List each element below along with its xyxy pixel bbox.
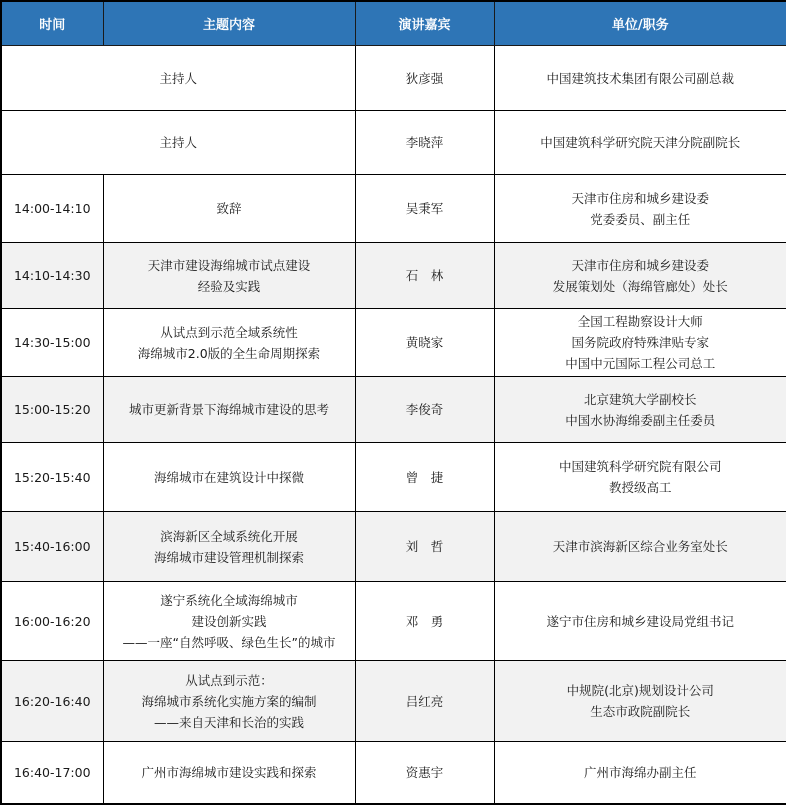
org-line: 中规院(北京)规划设计公司 (566, 683, 714, 699)
header-row (1, 1, 786, 46)
table-row (1, 661, 786, 742)
speaker-cell: 李晓萍 (355, 111, 494, 175)
speaker-cell: 邓 勇 (355, 582, 494, 661)
org-cell (494, 661, 786, 742)
topic-cell (1, 46, 355, 111)
org-cell (494, 377, 786, 443)
org-cell (494, 443, 786, 512)
time-cell: 15:40-16:00 (1, 512, 103, 582)
topic-cell (103, 443, 355, 512)
topic-line: 城市更新背景下海绵城市建设的思考 (128, 402, 329, 418)
org-cell (494, 512, 786, 582)
org-line: 中国建筑科学研究院有限公司 (558, 459, 722, 475)
org-cell (494, 309, 786, 377)
topic-cell (1, 111, 355, 175)
org-line: 国务院政府特殊津贴专家 (571, 335, 709, 351)
topic-cell (103, 661, 355, 742)
org-line: 天津市滨海新区综合业务室处长 (552, 539, 728, 555)
speaker-cell: 吕红亮 (355, 661, 494, 742)
time-cell: 14:10-14:30 (1, 243, 103, 309)
topic-line: 从试点到示范： (185, 672, 273, 688)
table-row (1, 243, 786, 309)
topic-line: 建设创新实践 (191, 613, 267, 629)
header-time: 时间 (1, 1, 103, 46)
org-line: 生态市政院副院长 (590, 704, 691, 720)
topic-line: 主持人 (159, 70, 197, 86)
header-org: 单位/职务 (494, 1, 786, 46)
table-row (1, 309, 786, 377)
speaker-cell: 狄彦强 (355, 46, 494, 111)
time-cell: 16:20-16:40 (1, 661, 103, 742)
table-body (1, 46, 786, 805)
table-row (1, 377, 786, 443)
topic-cell (103, 512, 355, 582)
org-cell (494, 243, 786, 309)
table-row (1, 582, 786, 661)
org-line: 发展策划处（海绵管廊处）处长 (552, 278, 728, 294)
speaker-cell: 石 林 (355, 243, 494, 309)
org-line: 天津市住房和城乡建设委 (571, 190, 709, 206)
table-row (1, 512, 786, 582)
topic-cell (103, 582, 355, 661)
topic-line: 主持人 (159, 135, 197, 151)
org-line: 党委委员、副主任 (590, 211, 691, 227)
speaker-cell: 李俊奇 (355, 377, 494, 443)
speaker-cell: 资惠宇 (355, 742, 494, 804)
topic-line: 遂宁系统化全域海绵城市 (160, 592, 298, 608)
topic-cell (103, 309, 355, 377)
topic-line: 海绵城市建设管理机制探索 (153, 549, 304, 565)
topic-line: 天津市建设海绵城市试点建设 (147, 257, 311, 273)
table-row (1, 46, 786, 111)
time-cell: 15:00-15:20 (1, 377, 103, 443)
org-cell (494, 46, 786, 111)
topic-line: 海绵城市系统化实施方案的编制 (141, 693, 317, 709)
topic-line: ——一座“自然呼吸、绿色生长”的城市 (122, 634, 336, 650)
header-speaker: 演讲嘉宾 (355, 1, 494, 46)
table-row (1, 742, 786, 804)
time-cell: 16:00-16:20 (1, 582, 103, 661)
org-line: 遂宁市住房和城乡建设局党组书记 (546, 613, 734, 629)
time-cell: 14:00-14:10 (1, 175, 103, 243)
time-cell: 16:40-17:00 (1, 742, 103, 804)
org-line: 全国工程勘察设计大师 (577, 314, 703, 330)
speaker-cell: 吴秉军 (355, 175, 494, 243)
topic-line: 海绵城市2.0版的全生命周期探索 (137, 345, 321, 361)
topic-line: 海绵城市在建筑设计中探微 (153, 469, 304, 485)
org-cell (494, 582, 786, 661)
table-row (1, 175, 786, 243)
topic-cell (103, 742, 355, 804)
org-line: 北京建筑大学副校长 (583, 391, 697, 407)
org-cell (494, 742, 786, 804)
org-line: 中国水协海绵委副主任委员 (565, 412, 716, 428)
org-line: 教授级高工 (608, 480, 672, 496)
topic-line: 从试点到示范全域系统性 (160, 324, 298, 340)
speaker-cell: 刘 哲 (355, 512, 494, 582)
org-line: 天津市住房和城乡建设委 (571, 257, 709, 273)
org-line: 中国中元国际工程公司总工 (565, 356, 716, 372)
topic-line: 致辞 (216, 201, 242, 217)
time-cell: 15:20-15:40 (1, 443, 103, 512)
topic-cell (103, 175, 355, 243)
header-topic: 主题内容 (103, 1, 355, 46)
table-header (1, 1, 786, 46)
org-line: 中国建筑科学研究院天津分院副院长 (540, 135, 741, 151)
topic-cell (103, 243, 355, 309)
topic-cell (103, 377, 355, 443)
topic-line: 广州市海绵城市建设实践和探索 (141, 765, 317, 781)
org-cell (494, 175, 786, 243)
org-line: 广州市海绵办副主任 (583, 765, 697, 781)
org-line: 中国建筑技术集团有限公司副总裁 (546, 70, 734, 86)
time-cell: 14:30-15:00 (1, 309, 103, 377)
table-row (1, 111, 786, 175)
table-row (1, 443, 786, 512)
speaker-cell: 黄晓家 (355, 309, 494, 377)
topic-line: 滨海新区全域系统化开展 (160, 528, 298, 544)
speaker-cell: 曾 捷 (355, 443, 494, 512)
topic-line: 经验及实践 (197, 278, 261, 294)
org-cell (494, 111, 786, 175)
topic-line: ——来自天津和长治的实践 (153, 714, 304, 730)
